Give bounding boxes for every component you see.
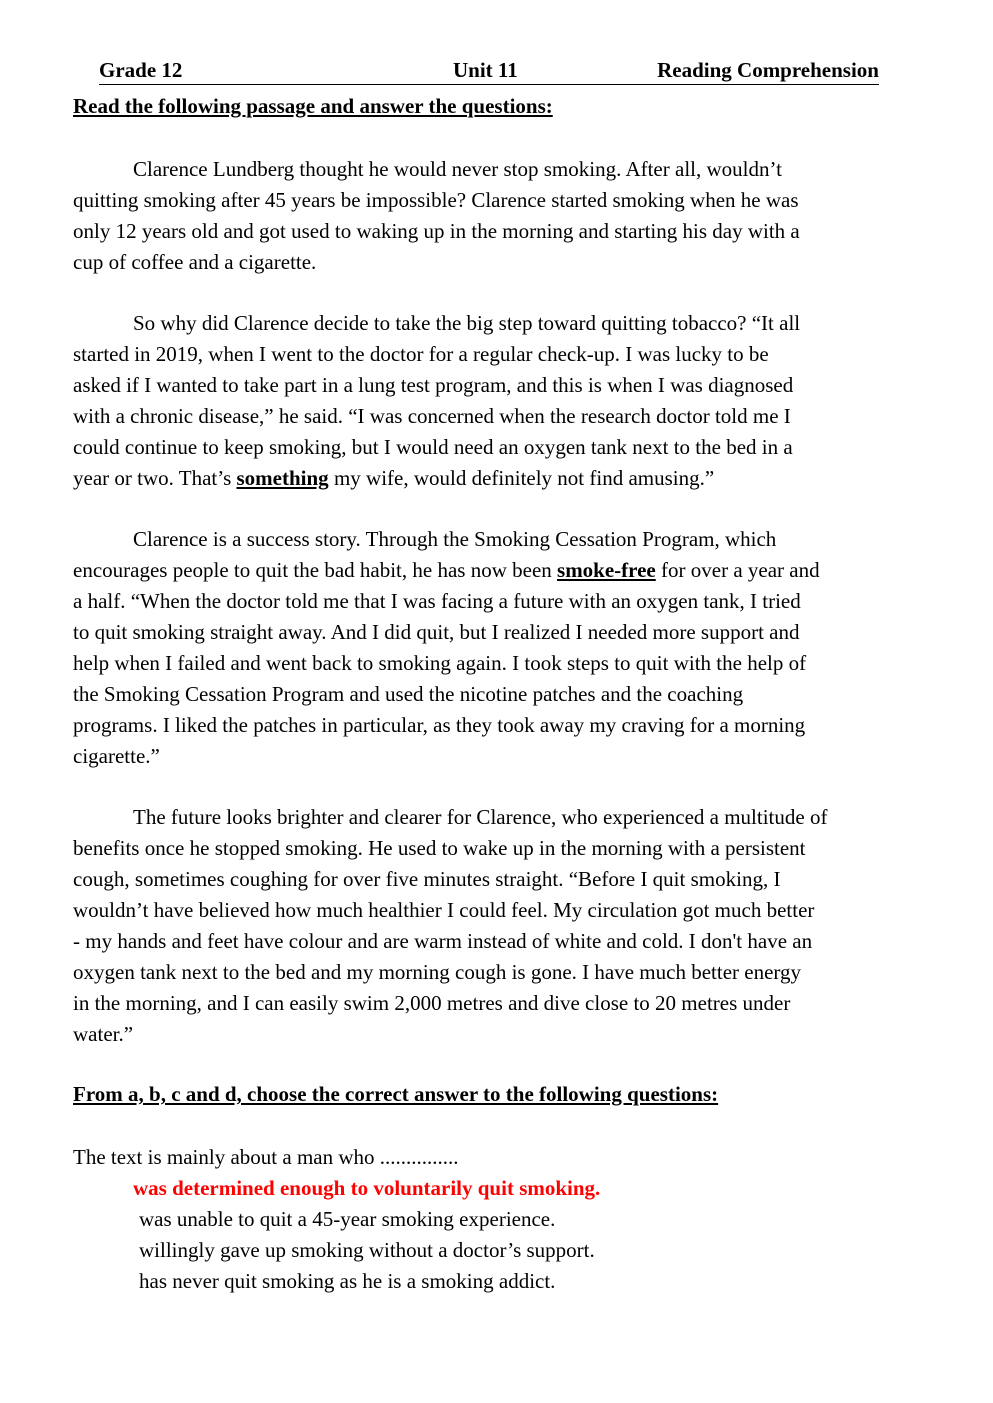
text-segment: the Smoking Cessation Program and used the nicotine patches and the coaching xyxy=(73,682,744,706)
text-segment: benefits once he stopped smoking. He used to wake up in the morning with a persistent xyxy=(73,836,806,860)
text-segment: a half. “When the doctor told me that I was facing a future with an oxygen tank, I tried xyxy=(73,589,801,613)
question-block xyxy=(73,1142,600,1297)
text-segment: year or two. That’s xyxy=(73,466,237,490)
passage-line xyxy=(73,741,933,772)
instruction-heading: Read the following passage and answer the questions: xyxy=(73,94,553,118)
option-a-correct[interactable]: was determined enough to voluntarily quit smoking. xyxy=(133,1176,601,1200)
option-d[interactable]: has never quit smoking as he is a smoking addict. xyxy=(139,1269,556,1293)
passage-line xyxy=(73,308,933,339)
text-segment: cup of coffee and a cigarette. xyxy=(73,250,317,274)
subject-label: Reading Comprehension xyxy=(657,58,879,82)
passage-line xyxy=(73,586,933,617)
highlighted-word: something xyxy=(236,466,329,490)
passage-line xyxy=(73,216,933,247)
document-header xyxy=(99,58,879,85)
passage-paragraph-1 xyxy=(73,154,933,278)
text-segment: quitting smoking after 45 years be impossible? Clarence started smoking when he was xyxy=(73,188,799,212)
passage-line xyxy=(73,957,933,988)
text-segment: help when I failed and went back to smoking again. I took steps to quit with the help of xyxy=(73,651,807,675)
passage-paragraph-2 xyxy=(73,308,933,494)
passage-line xyxy=(73,648,933,679)
passage-line xyxy=(73,895,933,926)
text-segment: water.” xyxy=(73,1022,134,1046)
passage-line xyxy=(73,339,933,370)
text-segment: The future looks brighter and clearer for Clarence, who experienced a multitude of xyxy=(133,805,828,829)
text-segment: Clarence is a success story. Through the Smoking Cessation Program, which xyxy=(133,527,777,551)
passage-paragraph-4 xyxy=(73,802,933,1050)
passage-line xyxy=(73,1019,933,1050)
passage-line xyxy=(73,432,933,463)
passage-line xyxy=(73,679,933,710)
passage-line xyxy=(73,524,933,555)
passage-paragraph-3 xyxy=(73,524,933,772)
text-segment: wouldn’t have believed how much healthier I could feel. My circulation got much better xyxy=(73,898,815,922)
option-b[interactable]: was unable to quit a 45-year smoking experience. xyxy=(139,1207,556,1231)
text-segment: could continue to keep smoking, but I would need an oxygen tank next to the bed in a xyxy=(73,435,793,459)
text-segment: with a chronic disease,” he said. “I was concerned when the research doctor told me I xyxy=(73,404,791,428)
questions-heading: From a, b, c and d, choose the correct answer to the following questions: xyxy=(73,1082,719,1106)
passage-line xyxy=(73,370,933,401)
text-segment: So why did Clarence decide to take the big step toward quitting tobacco? “It all xyxy=(133,311,801,335)
text-segment: my wife, would definitely not find amusing.” xyxy=(328,466,715,490)
text-segment: cough, sometimes coughing for over five minutes straight. “Before I quit smoking, I xyxy=(73,867,781,891)
text-segment: Clarence Lundberg thought he would never stop smoking. After all, wouldn’t xyxy=(133,157,782,181)
passage-line xyxy=(73,154,933,185)
highlighted-word: smoke-free xyxy=(557,558,656,582)
text-segment: cigarette.” xyxy=(73,744,160,768)
text-segment: started in 2019, when I went to the doctor for a regular check-up. I was lucky to be xyxy=(73,342,769,366)
text-segment: - my hands and feet have colour and are warm instead of white and cold. I don't have an xyxy=(73,929,813,953)
text-segment: only 12 years old and got used to waking up in the morning and starting his day with a xyxy=(73,219,800,243)
text-segment: encourages people to quit the bad habit, he has now been xyxy=(73,558,558,582)
passage-line xyxy=(73,802,933,833)
grade-label: Grade 12 xyxy=(99,58,183,82)
question-stem: The text is mainly about a man who ............... xyxy=(73,1145,459,1169)
text-segment: to quit smoking straight away. And I did quit, but I realized I needed more support and xyxy=(73,620,800,644)
text-segment: asked if I wanted to take part in a lung test program, and this is when I was diagnosed xyxy=(73,373,794,397)
passage-line xyxy=(73,926,933,957)
passage-line xyxy=(73,401,933,432)
text-segment: oxygen tank next to the bed and my morning cough is gone. I have much better energy xyxy=(73,960,802,984)
unit-label: Unit 11 xyxy=(453,58,518,82)
text-segment: programs. I liked the patches in particular, as they took away my craving for a morning xyxy=(73,713,806,737)
passage-line xyxy=(73,833,933,864)
passage-line xyxy=(73,555,933,586)
passage-line xyxy=(73,988,933,1019)
passage-line xyxy=(73,710,933,741)
passage-line xyxy=(73,247,933,278)
text-segment: for over a year and xyxy=(655,558,820,582)
passage-line xyxy=(73,463,933,494)
passage-line xyxy=(73,185,933,216)
passage-line xyxy=(73,617,933,648)
passage-line xyxy=(73,864,933,895)
text-segment: in the morning, and I can easily swim 2,000 metres and dive close to 20 metres under xyxy=(73,991,791,1015)
option-c[interactable]: willingly gave up smoking without a doctor’s support. xyxy=(139,1238,595,1262)
